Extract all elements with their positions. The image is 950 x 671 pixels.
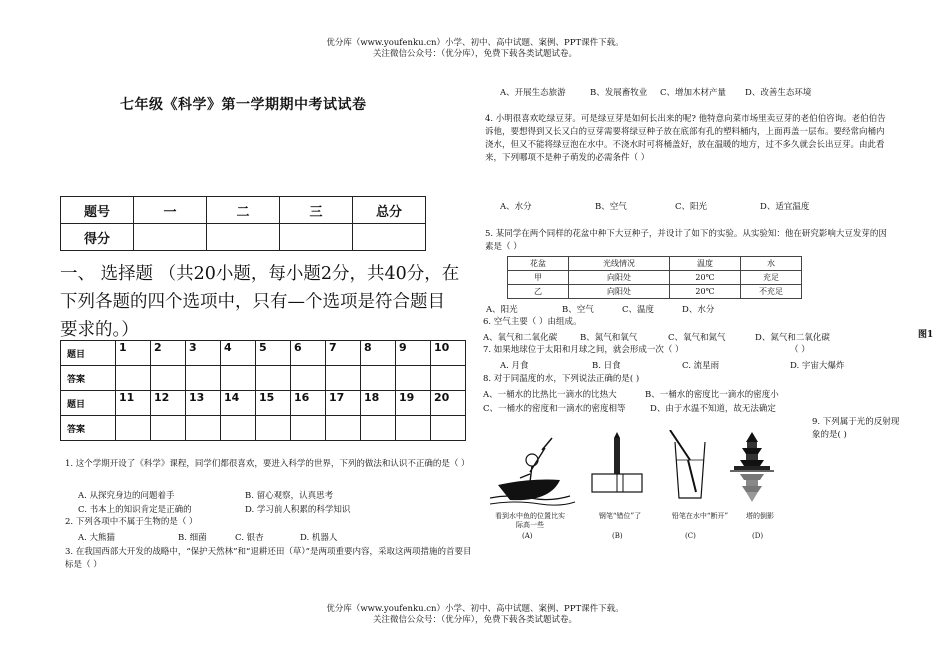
fig-b-pen-image	[592, 432, 642, 492]
question-number: 18	[361, 391, 396, 416]
q6-option: C、氧气和氮气	[668, 333, 726, 343]
experiment-header: 花盆	[508, 257, 569, 271]
question-9: 9. 下列属于光的反射现象的是( )	[812, 417, 900, 440]
experiment-header: 光线情况	[569, 257, 670, 271]
q7-answer-paren: （ ）	[790, 345, 810, 355]
q1-option: C. 书本上的知识肯定是正确的	[78, 505, 192, 515]
score-row-label: 得分	[61, 224, 134, 251]
q6-option: D、氮气和二氧化碳	[755, 333, 830, 343]
answer-cell[interactable]	[431, 366, 466, 391]
question-number: 2	[151, 341, 186, 366]
answer-cell[interactable]	[221, 366, 256, 391]
question-number: 10	[431, 341, 466, 366]
fig-a-boat-image	[490, 438, 575, 505]
q8-option: B、一桶水的密度比一滴水的密度小	[645, 390, 779, 400]
fig-d-pagoda-image	[730, 432, 774, 502]
answer-table	[60, 340, 466, 441]
q6-option: A、氧气和二氧化碳	[483, 333, 558, 343]
question-6: 6. 空气主要（ ）由组成。	[483, 317, 582, 327]
question-number: 7	[326, 341, 361, 366]
experiment-table	[507, 256, 802, 299]
question-number: 4	[221, 341, 256, 366]
answer-row-label: 答案	[61, 416, 116, 441]
answer-cell[interactable]	[326, 366, 361, 391]
experiment-row	[508, 285, 802, 299]
score-cell: 总分	[353, 197, 426, 224]
answer-row-label: 题目	[61, 391, 116, 416]
question-number: 19	[396, 391, 431, 416]
score-entry	[207, 224, 280, 251]
figure-label: 图1	[918, 330, 934, 340]
q4-option: A、水分	[500, 202, 532, 212]
question-3: 3. 在我国西部大开发的战略中，“保护天然林”和“退耕还田（草）”是两项重要内容，采取这两项措施的首要目标是（ ）	[65, 547, 472, 570]
fig-a-caption: 看到水中鱼的位置比实际高一些	[495, 512, 565, 529]
experiment-header: 水	[741, 257, 802, 271]
answer-cell[interactable]	[291, 366, 326, 391]
answer-cell[interactable]	[151, 366, 186, 391]
question-number: 17	[326, 391, 361, 416]
question-number: 12	[151, 391, 186, 416]
q6-option: B、氮气和氧气	[580, 333, 638, 343]
section-1-heading: 一、 选择题 （共20小题，每小题2分，共40分，在下列各题的四个选项中，只有—个选项是符合题目要求的。）	[60, 264, 460, 340]
fig-d-caption: 塔的倒影	[746, 512, 774, 520]
answer-table-arow	[61, 416, 466, 441]
fig-a-letter: (A)	[522, 532, 533, 540]
fig-c-letter: (C)	[685, 532, 696, 540]
answer-row-label: 答案	[61, 366, 116, 391]
q2-option: B. 细菌	[178, 533, 207, 543]
question-number: 13	[186, 391, 221, 416]
question-2: 2. 下列各项中不属于生物的是（ ）	[65, 517, 198, 527]
fig-b-letter: (B)	[612, 532, 623, 540]
q8-option: A、一桶水的比热比一滴水的比热大	[483, 390, 617, 400]
question-number: 3	[186, 341, 221, 366]
score-entry	[280, 224, 353, 251]
question-number: 1	[116, 341, 151, 366]
q7-option: C. 流星雨	[682, 361, 720, 371]
question-number: 20	[431, 391, 466, 416]
question-number: 9	[396, 341, 431, 366]
score-cell: 一	[134, 197, 207, 224]
score-table	[60, 196, 426, 251]
score-entry	[134, 224, 207, 251]
experiment-header: 温度	[670, 257, 741, 271]
score-table-header-row	[61, 197, 426, 224]
score-cell: 二	[207, 197, 280, 224]
experiment-cell: 乙	[508, 285, 569, 299]
answer-cell[interactable]	[256, 366, 291, 391]
footer-line-1: 优分库（www.youfenku.cn）小学、初中、高中试题、案例、PPT课件下载。	[326, 604, 624, 614]
answer-cell[interactable]	[396, 416, 431, 441]
experiment-cell: 20℃	[670, 285, 741, 299]
experiment-cell: 向阳处	[569, 271, 670, 285]
q3-option: A、开展生态旅游	[500, 88, 566, 98]
header-watermark	[0, 38, 950, 60]
fig-d-letter: (D)	[752, 532, 764, 540]
q9-figures	[490, 430, 790, 515]
answer-cell[interactable]	[151, 416, 186, 441]
question-number: 5	[256, 341, 291, 366]
fig-b-caption: 钢笔“错位”了	[598, 512, 642, 520]
q3-option: D、改善生态环境	[745, 88, 812, 98]
answer-cell[interactable]	[361, 416, 396, 441]
question-4: 4. 小明很喜欢吃绿豆芽。可是绿豆芽是如何长出来的呢? 他特意向菜市场里卖豆芽的老伯伯咨询。老伯伯告诉他，要想得到又长又白的豆芽需要将绿豆种子放在底部有孔的塑料桶内，上面再盖一层布。要经常向桶内浇水，但又不能将绿豆泡在水中。不浇水时可将桶盖好，放在温暖的地方，过不多久就会长出豆芽。由此看来，下列哪项不是种子萌发的必需条件（ ）	[485, 114, 886, 163]
q7-option: A. 月食	[500, 361, 529, 371]
q4-option: C、阳光	[675, 202, 708, 212]
question-number: 14	[221, 391, 256, 416]
q1-option: A. 从探究身边的问题着手	[78, 491, 175, 501]
experiment-row	[508, 271, 802, 285]
question-number: 6	[291, 341, 326, 366]
q7-option: D. 宇宙大爆炸	[790, 361, 845, 371]
question-7: 7. 如果地球位于太阳和月球之间，就会形成一次（ ）	[483, 345, 684, 355]
experiment-cell: 不充足	[741, 285, 802, 299]
score-cell: 题号	[61, 197, 134, 224]
q7-option: B. 日食	[592, 361, 621, 371]
answer-cell[interactable]	[116, 366, 151, 391]
q3-option: B、发展畜牧业	[590, 88, 648, 98]
answer-table-qrow	[61, 391, 466, 416]
q5-option: D、水分	[682, 305, 715, 315]
score-cell: 三	[280, 197, 353, 224]
experiment-header-row	[508, 257, 802, 271]
q1-option: B. 留心观察，认真思考	[245, 491, 334, 501]
q1-option: D. 学习前人积累的科学知识	[245, 505, 351, 515]
q2-option: D. 机器人	[300, 533, 338, 543]
question-1: 1. 这个学期开设了《科学》课程，同学们都很喜欢，要进入科学的世界，下列的做法和认识不正确的是（ ）	[65, 459, 470, 469]
q5-option: C、温度	[622, 305, 655, 315]
footer-watermark	[0, 604, 950, 626]
fig-c-caption: 铅笔在水中“断开”	[671, 512, 729, 520]
answer-cell[interactable]	[116, 416, 151, 441]
answer-cell[interactable]	[221, 416, 256, 441]
q8-option: C、一桶水的密度和一滴水的密度相等	[483, 404, 626, 414]
question-number: 15	[256, 391, 291, 416]
answer-cell[interactable]	[186, 416, 221, 441]
answer-cell[interactable]	[256, 416, 291, 441]
question-number: 16	[291, 391, 326, 416]
q4-option: B、空气	[595, 202, 627, 212]
question-number: 11	[116, 391, 151, 416]
q4-option: D、适宜温度	[760, 202, 810, 212]
answer-cell[interactable]	[186, 366, 221, 391]
answer-cell[interactable]	[291, 416, 326, 441]
question-8: 8. 对于同温度的水，下列说法正确的是( )	[483, 374, 640, 384]
q5-option: A、阳光	[486, 305, 518, 315]
experiment-cell: 甲	[508, 271, 569, 285]
exam-title: 七年级《科学》第一学期期中考试试卷	[120, 97, 367, 113]
question-number: 8	[361, 341, 396, 366]
score-table-score-row	[61, 224, 426, 251]
answer-row-label: 题目	[61, 341, 116, 366]
q8-option: D、由于水温不知道，故无法确定	[650, 404, 776, 414]
answer-table-qrow	[61, 341, 466, 366]
q3-option: C、增加木材产量	[660, 88, 727, 98]
footer-line-2: 关注微信公众号：（优分库），免费下载各类试题试卷。	[372, 615, 577, 625]
header-line-2: 关注微信公众号：（优分库），免费下载各类试题试卷。	[372, 49, 577, 59]
answer-cell[interactable]	[326, 416, 361, 441]
answer-cell[interactable]	[396, 366, 431, 391]
answer-cell[interactable]	[431, 416, 466, 441]
fig-c-glass-image	[670, 430, 705, 498]
q2-option: C. 银杏	[235, 533, 264, 543]
experiment-cell: 向阳处	[569, 285, 670, 299]
answer-cell[interactable]	[361, 366, 396, 391]
q2-option: A. 大熊猫	[78, 533, 116, 543]
header-line-1: 优分库（www.youfenku.cn）小学、初中、高中试题、案例、PPT课件下载。	[326, 38, 624, 48]
answer-table-arow	[61, 366, 466, 391]
experiment-cell: 20℃	[670, 271, 741, 285]
q5-option: B、空气	[562, 305, 594, 315]
question-5: 5. 某同学在两个同样的花盆中种下大豆种子，并设计了如下的实验。从实验知：他在研究影响大豆发芽的因素是（ ）	[485, 229, 887, 252]
score-entry	[353, 224, 426, 251]
experiment-cell: 充足	[741, 271, 802, 285]
